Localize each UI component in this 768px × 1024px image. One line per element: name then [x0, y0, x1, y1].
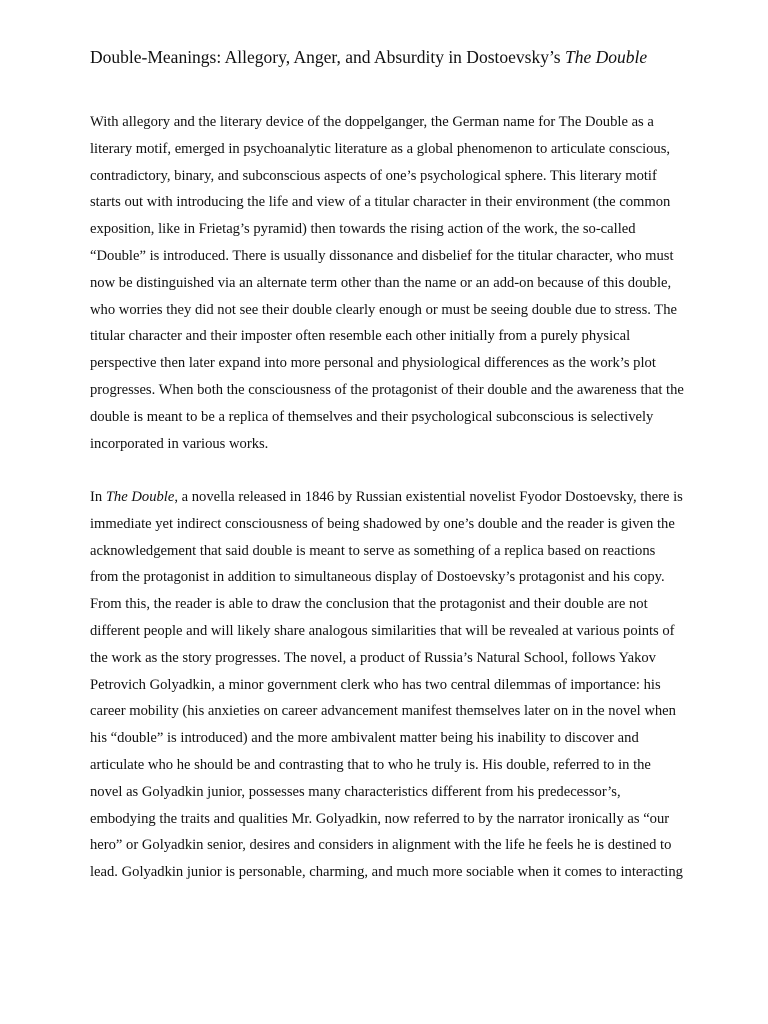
paragraph-2-line: lead. Golyadkin junior is personable, charming, and much more sociable when it comes to interacting: [90, 864, 683, 881]
paragraph-1-line: double is meant to be a replica of themselves and their psychological subconscious is selectively: [90, 408, 654, 425]
paragraph-2-line: hero” or Golyadkin senior, desires and considers in alignment with the life he feels he is destined to: [90, 837, 672, 854]
paragraph-1-line: starts out with introducing the life and view of a titular character in their environment (the common: [90, 194, 671, 211]
paragraph-1-line: who worries they did not see their double clearly enough or must be seeing double due to stress. The: [90, 301, 677, 318]
paragraph-2: [90, 484, 706, 886]
title-italic-book-name: The Double: [565, 47, 648, 67]
paragraph-2-line: embodying the traits and qualities Mr. Golyadkin, now referred to by the narrator ironically as “our: [90, 810, 670, 827]
paragraph-2-line: different people and will likely share analogous similarities that will be revealed at various points of: [90, 622, 675, 639]
paragraph-2-italic-book-name: The Double: [105, 489, 175, 505]
paragraph-2-line: his “double” is introduced) and the more ambivalent matter being his inability to discover and: [90, 730, 639, 747]
paragraph-1-line: perspective then later expand into more personal and physiological differences as the work’s plot: [90, 355, 656, 372]
title-text: Double-Meanings: Allegory, Anger, and Absurdity in Dostoevsky’s: [90, 47, 565, 67]
paragraph-2-first-line: [90, 484, 706, 511]
paragraph-2-line: articulate who he should be and contrasting that to who he truly is. His double, referred to in the: [90, 756, 651, 773]
paragraph-1-line: “Double” is introduced. There is usually dissonance and disbelief for the titular character, who must: [90, 247, 674, 264]
paragraph-1-line: literary motif, emerged in psychoanalytic literature as a global phenomenon to articulate conscious,: [90, 140, 671, 157]
paragraph-1-line: exposition, like in Frietag’s pyramid) then towards the rising action of the work, the so-called: [90, 221, 636, 238]
paragraph-2-line: Petrovich Golyadkin, a minor government clerk who has two central dilemmas of importance: his: [90, 676, 661, 693]
paragraph-2-line: the work as the story progresses. The novel, a product of Russia’s Natural School, follows Yakov: [90, 649, 656, 666]
paragraph-2-line: from the protagonist in addition to simultaneous display of Dostoevsky’s protagonist and his copy.: [90, 569, 665, 586]
paragraph-1-line: incorporated in various works.: [90, 435, 269, 452]
paragraph-2-line: acknowledgement that said double is meant to serve as something of a replica based on reactions: [90, 542, 656, 559]
paragraph-2-first-line-rest: , a novella released in 1846 by Russian existential novelist Fyodor Dostoevsky, there is: [174, 489, 683, 505]
paragraph-1: [90, 109, 706, 457]
paragraph-1-line: progresses. When both the consciousness of the protagonist of their double and the awareness that the: [90, 381, 684, 398]
paragraph-2-line: immediate yet indirect consciousness of being shadowed by one’s double and the reader is given the: [90, 515, 675, 532]
paragraph-2-line: novel as Golyadkin junior, possesses many characteristics different from his predecessor’s,: [90, 783, 621, 800]
paragraph-2-line: career mobility (his anxieties on career advancement manifest themselves later on in the novel when: [90, 703, 676, 720]
document-title: [90, 46, 730, 68]
paragraph-1-line: now be distinguished via an alternate term other than the name or an add-on because of this double,: [90, 274, 672, 291]
paragraph-1-line: With allegory and the literary device of the doppelganger, the German name for The Double as a: [90, 114, 654, 130]
paragraph-1-line: contradictory, binary, and subconscious aspects of one’s psychological sphere. This literary motif: [90, 167, 657, 184]
paragraph-1-line: titular character and their imposter often resemble each other initially from a purely physical: [90, 328, 631, 345]
paragraph-2-lead: In: [90, 489, 106, 505]
paragraph-2-line: From this, the reader is able to draw the conclusion that the protagonist and their double are not: [90, 596, 648, 613]
